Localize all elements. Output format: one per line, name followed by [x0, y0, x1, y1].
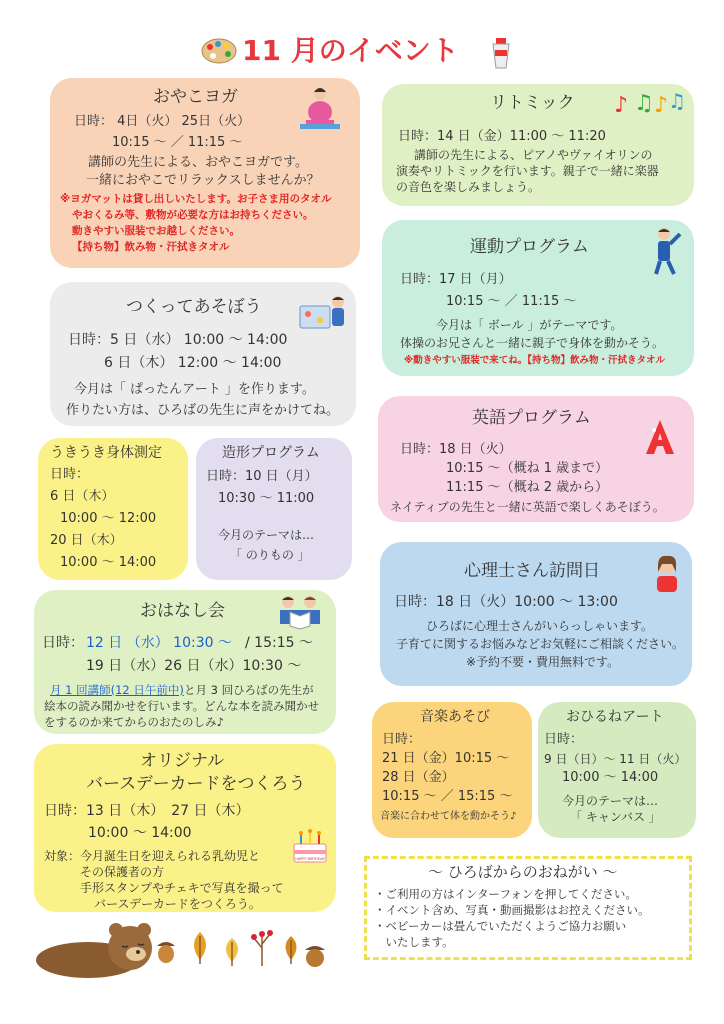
paint-tube-icon: [488, 36, 514, 70]
birthday-title2: バースデーカードをつくろう: [86, 774, 306, 794]
ukiuki-day2: 20 日（木）: [50, 533, 123, 548]
acorn-icon: [302, 940, 328, 968]
oyako-yoga-note4: 【持ち物】飲み物・汗拭きタオル: [72, 241, 230, 253]
ohanashi-desc1-rest: と月 3 回ひろばの先生が: [184, 683, 314, 697]
palette-icon: [200, 36, 238, 66]
svg-text:♪: ♪: [614, 93, 629, 118]
rhythmic-title: リトミック: [490, 93, 575, 113]
birthday-target2: その保護者の方: [80, 865, 165, 879]
rhythmic-desc2: 演奏やリトミックを行います。親子で一緒に楽器: [396, 164, 659, 178]
ongaku-day2: 28 日（金）: [382, 770, 455, 785]
berry-branch-icon: [248, 928, 276, 968]
cake-text: HAPPY BIRTHDAY: [295, 857, 325, 861]
undo-title: 運動プログラム: [470, 237, 589, 257]
ohanashi-title: おはなし会: [140, 601, 225, 621]
shinri-desc3: ※予約不要・費用無料です。: [466, 655, 620, 669]
ohanashi-date-label: 日時：: [42, 635, 84, 651]
tsukutte-title: つくってあそぼう: [126, 297, 262, 317]
shinri-desc2: 子育てに関するお悩みなどお気軽にご相談ください。: [396, 637, 685, 651]
undo-desc2: 体操のお兄さんと一緒に親子で身体を動かそう。: [400, 336, 665, 350]
oyako-yoga-time: 10:15 ～ ／ 11:15 ～: [112, 135, 243, 150]
ongaku-note: 音楽に合わせて体を動かそう♪: [380, 811, 517, 822]
onegai-item: いたします。: [374, 935, 454, 949]
oyako-yoga-note1: ※ヨガマットは貸し出しいたします。お子さま用のタオル: [60, 193, 332, 205]
ohanashi-date-rest: / 15:15 ～: [245, 635, 313, 651]
birthday-desc2: バースデーカードをつくろう。: [94, 897, 261, 911]
eigo-time2: 11:15 ～（概ね 2 歳から）: [446, 480, 609, 495]
ongaku-label: 日時：: [382, 732, 422, 747]
ongaku-day1: 21 日（金）10:15 ～: [382, 751, 510, 766]
ongaku-title: 音楽あそび: [420, 709, 490, 725]
oyako-yoga-note2: やおくるみ等、敷物が必要な方はお持ちください。: [72, 209, 314, 221]
zokei-time: 10:30 ～ 11:00: [218, 491, 315, 506]
exercise-man-icon: [648, 226, 684, 276]
birthday-title1: オリジナル: [140, 751, 225, 771]
tsukutte-desc1: 今月は「 ぱったんアート 」を作ります。: [74, 382, 315, 397]
eigo-desc: ネイティブの先生と一緒に英語で楽しくあそぼう。: [390, 500, 665, 514]
shinri-date: 日時：18 日（火）10:00 ～ 13:00: [394, 594, 618, 610]
tsukutte-desc2: 作りたい方は、ひろばの先生に声をかけてね。: [66, 403, 340, 418]
shinri-title: 心理士さん訪問日: [464, 561, 600, 581]
zokei-value: 「 のりもの 」: [230, 548, 310, 562]
rhythmic-date: 日時：14 日（金）11:00 ～ 11:20: [398, 129, 606, 144]
oyako-yoga-title: おやこヨガ: [153, 87, 238, 107]
onegai-item: ・イベント含め、写真・動画撮影はお控えください。: [374, 903, 650, 917]
undo-time: 10:15 ～ ／ 11:15 ～: [446, 294, 577, 309]
oyako-yoga-date: 日時： 4日（火） 25日（火）: [74, 114, 251, 129]
ohirune-time: 10:00 ～ 14:00: [562, 770, 659, 785]
rhythmic-desc3: の音色を楽しみましょう。: [396, 180, 541, 194]
tsukutte-date1: 日時：5 日（水） 10:00 ～ 14:00: [68, 332, 288, 348]
ukiuki-label: 日時：: [50, 467, 90, 482]
birthday-time: 10:00 ～ 14:00: [88, 825, 192, 841]
birthday-target1: 対象：今月誕生日を迎えられる乳幼児と: [44, 849, 261, 863]
ohanashi-date2: 19 日（水）26 日（水）10:30 ～: [86, 658, 302, 674]
ohirune-title: おひるねアート: [566, 709, 664, 725]
svg-text:♫: ♫: [634, 91, 654, 116]
music-notes-icon: [612, 88, 684, 118]
ukiuki-time1: 10:00 ～ 12:00: [60, 511, 157, 526]
ohirune-value: 「 キャンバス 」: [570, 810, 661, 824]
reading-kids-icon: [274, 594, 326, 630]
birthday-desc1: 手形スタンプやチェキで写真を撮って: [80, 881, 284, 895]
counselor-icon: [650, 554, 684, 594]
page-title: 11 月のイベント: [242, 34, 459, 67]
ohirune-day1: 9 日（日）～ 11 日（火）: [544, 752, 687, 766]
oyako-yoga-desc2: 一緒におやこでリラックスしませんか？: [86, 173, 320, 188]
zokei-theme: 今月のテーマは…: [218, 528, 315, 542]
autumn-leaf-icon: [218, 936, 246, 968]
ohirune-label: 日時：: [544, 732, 584, 747]
svg-text:♪: ♪: [654, 93, 669, 118]
onegai-item: ・ベビーカーは畳んでいただくようご協力お願い: [374, 919, 627, 933]
undo-note: ※動きやすい服装で来てね。【持ち物】飲み物・汗拭きタオル: [404, 355, 665, 366]
ohirune-theme: 今月のテーマは…: [562, 794, 659, 808]
eigo-time1: 10:15 ～（概ね 1 歳まで）: [446, 461, 609, 476]
autumn-leaf-icon: [186, 930, 214, 966]
sleeping-bear-icon: [30, 918, 160, 980]
eigo-date: 日時：18 日（火）: [400, 442, 512, 457]
birthday-cake-icon: [290, 826, 330, 866]
letter-a-icon: [640, 416, 680, 458]
oyako-yoga-note3: 動きやすい服装でお越しください。: [72, 225, 240, 237]
acorn-icon: [154, 936, 178, 964]
zokei-date: 日時：10 日（月）: [206, 469, 318, 484]
ukiuki-time2: 10:00 ～ 14:00: [60, 555, 157, 570]
onegai-title: ～ ひろばからのおねがい ～: [428, 863, 618, 881]
birthday-date: 日時：13 日（木） 27 日（木）: [44, 803, 250, 819]
autumn-leaf-icon: [278, 934, 304, 966]
undo-date: 日時：17 日（月）: [400, 272, 512, 287]
ohanashi-desc3: をするのか来てからのおたのしみ♪: [44, 715, 224, 729]
crafting-kid-icon: [298, 292, 350, 332]
tsukutte-date2: 6 日（木） 12:00 ～ 14:00: [104, 355, 282, 371]
undo-desc1: 今月は「 ボール 」がテーマです。: [436, 318, 623, 332]
shinri-desc1: ひろばに心理士さんがいらっしゃいます。: [426, 619, 654, 633]
oyako-yoga-desc1: 講師の先生による、おやこヨガです。: [88, 155, 308, 170]
ohanashi-desc2: 絵本の読み聞かせを行います。どんな本を読み聞かせ: [44, 699, 320, 713]
ukiuki-title: うきうき身体測定: [50, 445, 162, 461]
ohanashi-desc-underline: 月 1 回講師(12 日午前中): [50, 683, 184, 697]
zokei-title: 造形プログラム: [222, 445, 320, 461]
yoga-mom-icon: [296, 84, 344, 132]
rhythmic-desc1: 講師の先生による、ピアノやヴァイオリンの: [414, 148, 653, 162]
ohanashi-date-highlight: 12 日 （水） 10:30 ～: [86, 635, 232, 651]
ukiuki-day1: 6 日（木）: [50, 489, 115, 504]
ongaku-time: 10:15 ～ ／ 15:15 ～: [382, 789, 513, 804]
svg-text:♫: ♫: [668, 89, 686, 113]
eigo-title: 英語プログラム: [472, 408, 591, 428]
onegai-item: ・ご利用の方はインターフォンを押してください。: [374, 887, 637, 901]
